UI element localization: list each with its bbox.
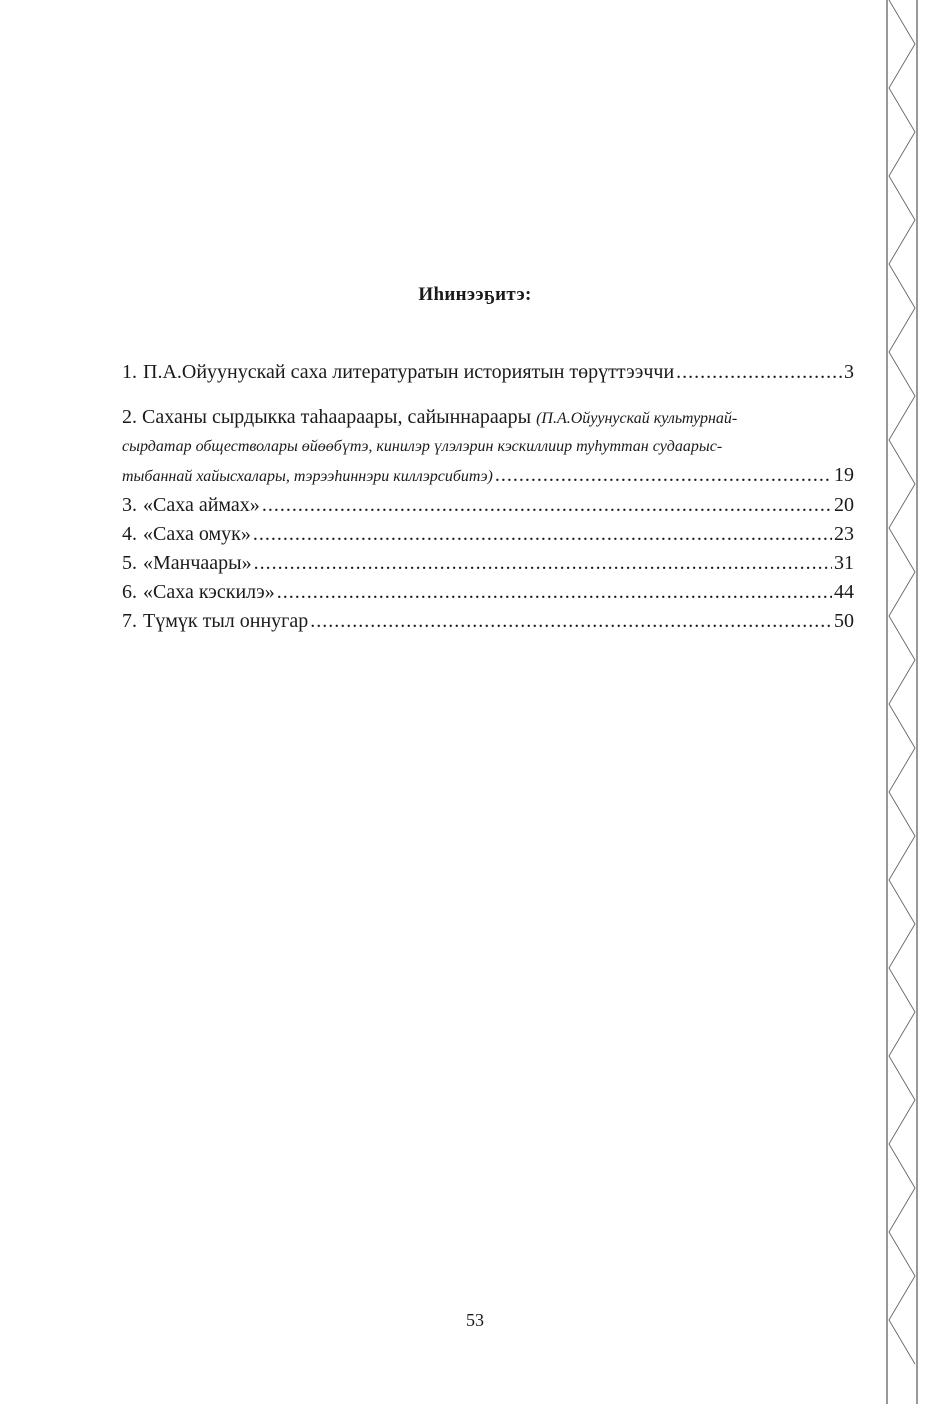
toc-entry-text: Саханы сырдыкка таhаараары, сайыннараары xyxy=(142,406,532,428)
toc-title: Иhинээҕитэ: xyxy=(418,284,532,305)
toc-entry-number: 5. xyxy=(122,552,137,574)
toc-entry-number: 6. xyxy=(122,581,137,603)
toc-entry-text: «Саха омук» xyxy=(143,523,251,545)
toc-entry-page: 31 xyxy=(834,552,854,574)
page-number: 53 xyxy=(466,1310,484,1330)
toc-entry-text: «Саха аймах» xyxy=(143,494,260,516)
toc-entry-page: 3 xyxy=(844,361,854,383)
toc-leader-dots xyxy=(254,549,832,578)
toc-entry-4 xyxy=(122,520,854,549)
toc-entry-number: 7. xyxy=(122,610,137,632)
toc-entry-subtitle: (П.А.Ойуунускай культурнай- xyxy=(536,410,738,427)
table-of-contents xyxy=(122,358,854,636)
toc-entry-2 xyxy=(122,403,854,491)
toc-entry-6 xyxy=(122,578,854,607)
toc-entry-number: 1. xyxy=(122,361,137,383)
toc-entry-number: 4. xyxy=(122,523,137,545)
toc-entry-5 xyxy=(122,549,854,578)
toc-entry-subtitle: тыбаннай хайысхалары, тэрээhиннэри киллэрсибитэ) xyxy=(122,468,493,485)
toc-entry-page: 23 xyxy=(834,523,854,545)
toc-entry-3 xyxy=(122,491,854,520)
toc-leader-dots xyxy=(262,491,832,520)
toc-entry-page: 44 xyxy=(834,581,854,603)
toc-entry-1 xyxy=(122,358,854,387)
toc-entry-text: Түмүк тыл оннугар xyxy=(143,610,309,632)
toc-leader-dots xyxy=(253,520,832,549)
toc-entry-text: П.А.Ойуунускай саха литературатын историятын төрүттээччи xyxy=(143,361,675,383)
toc-entry-subtitle: сырдатар обществолары өйөөбүтэ, кинилэр үлэлэрин кэскиллиир туhуттан судаарыс- xyxy=(122,438,723,455)
toc-entry-page: 50 xyxy=(834,610,854,632)
toc-leader-dots xyxy=(310,607,832,636)
decorative-border xyxy=(885,0,919,1404)
toc-entry-page: 19 xyxy=(834,464,854,486)
toc-entry-text: «Саха кэскилэ» xyxy=(143,581,275,603)
toc-entry-number: 3. xyxy=(122,494,137,516)
toc-entry-page: 20 xyxy=(834,494,854,516)
toc-entry-number: 2. xyxy=(122,406,137,428)
toc-leader-dots xyxy=(277,578,832,607)
toc-leader-dots xyxy=(676,358,842,387)
toc-entry-7 xyxy=(122,607,854,636)
toc-leader-dots xyxy=(495,461,832,489)
toc-entry-text: «Манчаары» xyxy=(143,552,252,574)
